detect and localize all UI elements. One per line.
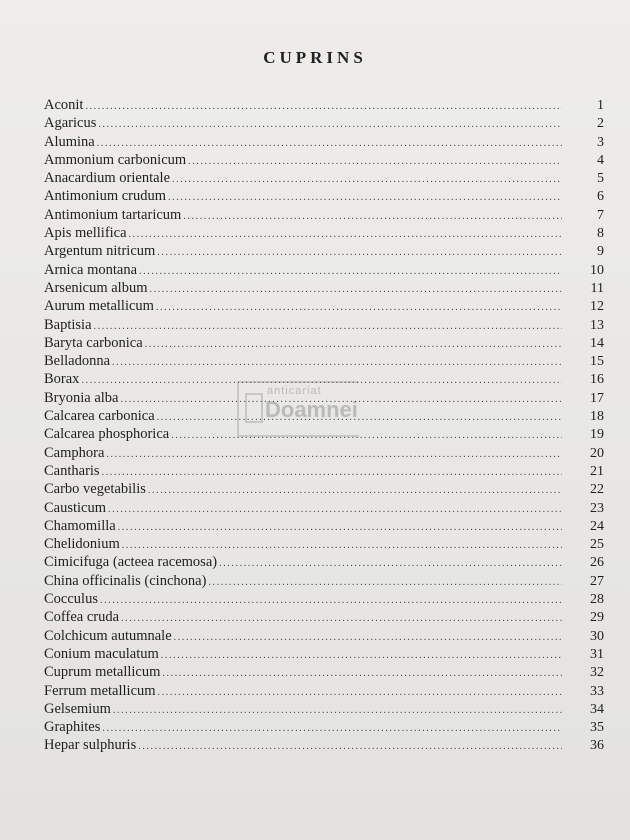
toc-entry-title: Camphora	[44, 444, 105, 461]
toc-entry	[44, 370, 604, 388]
toc-entry	[44, 224, 604, 242]
toc-entry-title: Chelidonium	[44, 536, 120, 553]
toc-entry-title: Ferrum metallicum	[44, 682, 156, 699]
toc-entry	[44, 572, 604, 590]
toc-entry-title: Antimonium tartaricum	[44, 206, 182, 223]
toc-entry-page-number: 22	[590, 482, 604, 498]
toc-entry-page-number: 4	[597, 152, 604, 168]
toc-entry-page-number: 8	[597, 226, 604, 242]
toc-entry	[44, 169, 604, 187]
toc-entry	[44, 553, 604, 571]
toc-entry-title: Antimonium crudum	[44, 188, 167, 205]
toc-entry-title: Alumina	[44, 133, 95, 150]
toc-entry-page-number: 34	[590, 701, 604, 717]
toc-entry-page-number: 21	[590, 463, 604, 479]
toc-entry	[44, 499, 604, 517]
toc-entry	[44, 682, 604, 700]
watermark-title: Doamnei	[265, 397, 358, 422]
toc-entry	[44, 590, 604, 608]
toc-entry	[44, 718, 604, 736]
toc-entry-page-number: 10	[590, 262, 604, 278]
toc-entry	[44, 206, 604, 224]
toc-entry	[44, 96, 604, 114]
toc-entry-page-number: 19	[590, 427, 604, 443]
toc-entry-page-number: 27	[590, 573, 604, 589]
toc-entry-title: Apis mellifica	[44, 225, 127, 242]
toc-entry-title: Gelsemium	[44, 700, 111, 717]
toc-entry-title: Carbo vegetabilis	[44, 481, 146, 498]
toc-entry	[44, 352, 604, 370]
toc-entry-page-number: 7	[597, 207, 604, 223]
toc-entry-page-number: 25	[590, 537, 604, 553]
toc-entry-title: Belladonna	[44, 353, 111, 370]
toc-entry	[44, 663, 604, 681]
toc-entry-title: China officinalis (cinchona)	[44, 572, 207, 589]
toc-entry	[44, 242, 604, 260]
toc-entry-title: Cimicifuga (acteea racemosa)	[44, 554, 218, 571]
toc-entry-page-number: 35	[590, 720, 604, 736]
toc-entry	[44, 535, 604, 553]
watermark-subtitle: anticariat	[267, 385, 322, 397]
toc-entry-page-number: 31	[590, 646, 604, 662]
toc-entry	[44, 334, 604, 352]
toc-entry-page-number: 3	[597, 134, 604, 150]
toc-entry-title: Conium maculatum	[44, 645, 159, 662]
toc-entry-page-number: 33	[590, 683, 604, 699]
toc-entry-page-number: 32	[590, 665, 604, 681]
toc-entry	[44, 700, 604, 718]
toc-entry-page-number: 36	[590, 738, 604, 754]
toc-entry	[44, 608, 604, 626]
toc-entry-page-number: 18	[590, 409, 604, 425]
toc-entry-title: Colchicum autumnale	[44, 627, 172, 644]
toc-entry-title: Graphites	[44, 719, 101, 736]
toc-entry-title: Ammonium carbonicum	[44, 151, 187, 168]
toc-entry-page-number: 30	[590, 628, 604, 644]
toc-entry	[44, 279, 604, 297]
toc-entry-title: Bryonia alba	[44, 389, 119, 406]
toc-entry	[44, 389, 604, 407]
page-title: CUPRINS	[263, 48, 367, 67]
toc-entry	[44, 645, 604, 663]
toc-entry-title: Baptisia	[44, 316, 92, 333]
toc-entry	[44, 187, 604, 205]
toc-entry-page-number: 2	[597, 116, 604, 132]
toc-entry	[44, 480, 604, 498]
toc-entry-title: Cuprum metallicum	[44, 664, 161, 681]
toc-entry-title: Cantharis	[44, 462, 100, 479]
toc-entry	[44, 444, 604, 462]
toc-entry-title: Causticum	[44, 499, 107, 516]
toc-entry-page-number: 5	[597, 171, 604, 187]
toc-entry	[44, 736, 604, 754]
toc-entry-title: Calcarea carbonica	[44, 408, 155, 425]
table-of-contents	[44, 96, 604, 755]
toc-entry-page-number: 13	[590, 317, 604, 333]
toc-entry-title: Cocculus	[44, 591, 98, 608]
toc-entry	[44, 114, 604, 132]
toc-entry-title: Calcarea phosphorica	[44, 426, 170, 443]
toc-entry-title: Anacardium orientale	[44, 170, 171, 187]
toc-entry-page-number: 17	[590, 390, 604, 406]
toc-entry-page-number: 15	[590, 354, 604, 370]
toc-entry-title: Borax	[44, 371, 80, 388]
toc-entry-page-number: 12	[590, 299, 604, 315]
toc-entry-page-number: 20	[590, 445, 604, 461]
toc-entry-title: Agaricus	[44, 115, 97, 132]
toc-entry-page-number: 29	[590, 610, 604, 626]
toc-entry	[44, 316, 604, 334]
toc-entry	[44, 425, 604, 443]
toc-entry-page-number: 28	[590, 592, 604, 608]
toc-entry	[44, 261, 604, 279]
toc-entry-title: Baryta carbonica	[44, 334, 143, 351]
toc-entry-title: Argentum nitricum	[44, 243, 156, 260]
toc-entry	[44, 151, 604, 169]
toc-entry-page-number: 6	[597, 189, 604, 205]
toc-entry	[44, 517, 604, 535]
toc-entry-page-number: 23	[590, 500, 604, 516]
toc-entry	[44, 297, 604, 315]
toc-entry-page-number: 9	[597, 244, 604, 260]
toc-entry-page-number: 1	[597, 98, 604, 113]
toc-entry-title: Arsenicum album	[44, 279, 148, 296]
toc-entry	[44, 133, 604, 151]
toc-entry-title: Arnica montana	[44, 261, 138, 278]
toc-entry-page-number: 16	[590, 372, 604, 388]
toc-entry-title: Aurum metallicum	[44, 298, 154, 315]
toc-entry	[44, 627, 604, 645]
toc-entry-title: Coffea cruda	[44, 609, 120, 626]
toc-entry	[44, 462, 604, 480]
toc-entry-title: Chamomilla	[44, 517, 116, 534]
toc-entry-page-number: 24	[590, 518, 604, 534]
toc-leader-dots	[138, 738, 562, 756]
toc-entry-page-number: 26	[590, 555, 604, 571]
toc-entry-title: Aconit	[44, 97, 84, 113]
toc-entry-page-number: 11	[590, 280, 604, 296]
toc-entry-title: Hepar sulphuris	[44, 737, 137, 754]
toc-entry	[44, 407, 604, 425]
toc-entry-page-number: 14	[590, 335, 604, 351]
